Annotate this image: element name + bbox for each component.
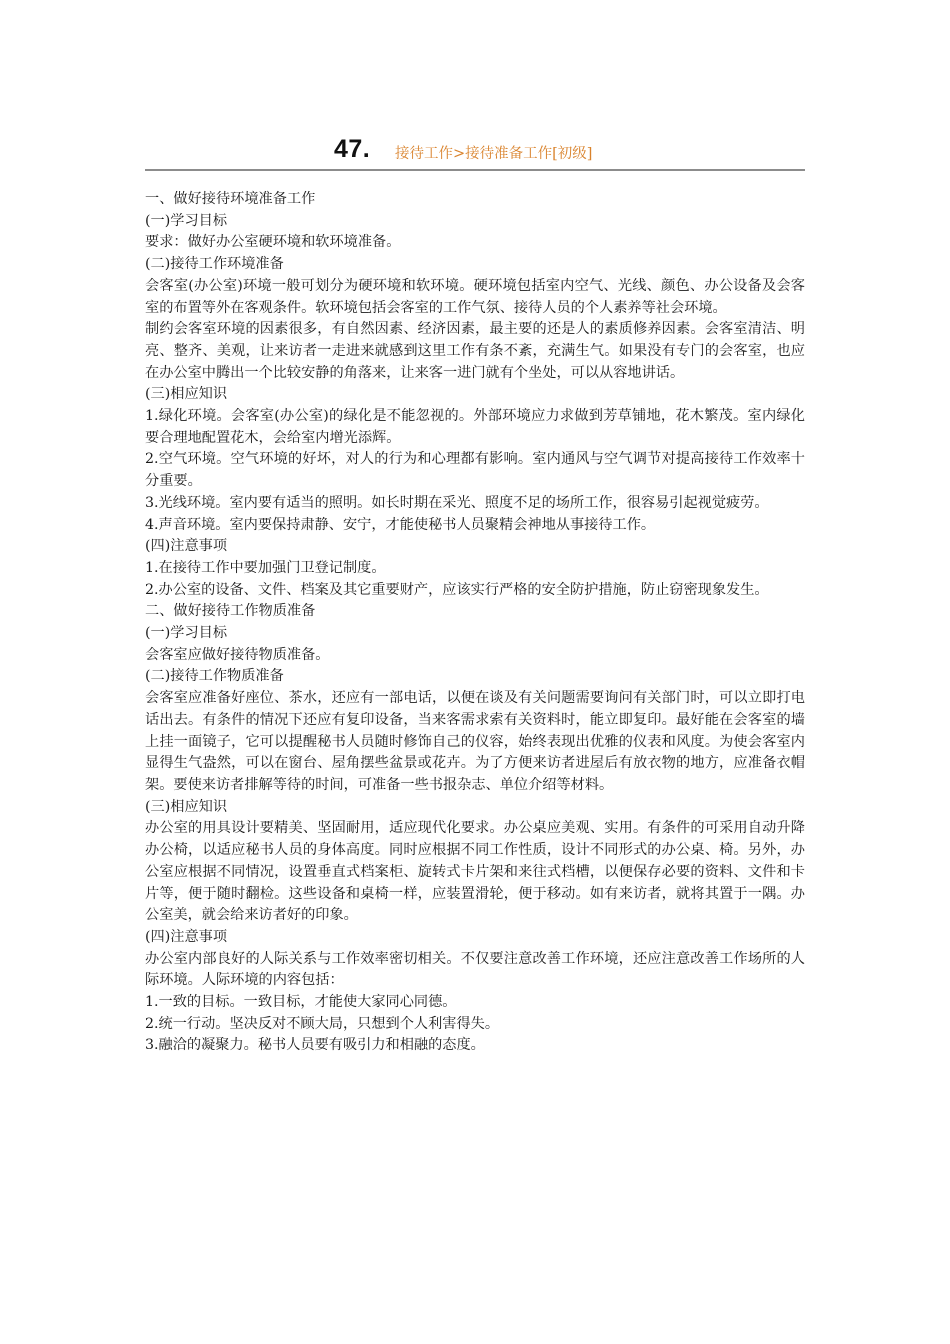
- paragraph: 办公室的用具设计要精美、坚固耐用，适应现代化要求。办公桌应美观、实用。有条件的可采用自动升降办公椅，以适应秘书人员的身体高度。同时应根据不同工作性质，设计不同形式的办公桌、椅。另外，办公室应根据不同情况，设置垂直式档案柜、旋转式卡片架和来往式档槽，以便保存必要的资料、文件和卡片等，便于随时翻检。这些设备和桌椅一样，应装置滑轮，便于移动。如有来访者，就将其置于一隅。办公室美，就会给来访者好的印象。: [145, 820, 805, 924]
- paragraph: 会客室(办公室)环境一般可划分为硬环境和软环境。硬环境包括室内空气、光线、颜色、办公设备及会客室的布置等外在客观条件。软环境包括会客室的工作气氛、接待人员的个人素养等社会环境。: [145, 277, 805, 316]
- subsection-heading: (二)接待工作物质准备: [145, 668, 284, 685]
- section-heading: 二、做好接待工作物质准备: [145, 603, 316, 620]
- list-item: 1.在接待工作中要加强门卫登记制度。: [145, 559, 386, 576]
- paragraph: 会客室应做好接待物质准备。: [145, 646, 330, 663]
- page-header: [145, 133, 805, 171]
- list-item: 1.一致的目标。一致目标，才能使大家同心同德。: [145, 994, 457, 1011]
- document-body: [145, 189, 805, 1057]
- category-title: 接待工作>接待准备工作[初级]: [395, 146, 593, 162]
- list-item: 2.办公室的设备、文件、档案及其它重要财产，应该实行严格的安全防护措施，防止窃密现象发生。: [145, 581, 769, 598]
- list-item: 2.空气环境。空气环境的好坏，对人的行为和心理都有影响。室内通风与空气调节对提高接待工作效率十分重要。: [145, 451, 805, 490]
- list-item: 3.融洽的凝聚力。秘书人员要有吸引力和相融的态度。: [145, 1037, 485, 1054]
- list-item: 2.统一行动。坚决反对不顾大局，只想到个人利害得失。: [145, 1015, 500, 1032]
- list-item: 1.绿化环境。会客室(办公室)的绿化是不能忽视的。外部环境应力求做到芳草铺地，花木繁茂。室内绿化要合理地配置花木，会给室内增光添辉。: [145, 408, 805, 446]
- paragraph: 要求：做好办公室硬环境和软环境准备。: [145, 234, 401, 251]
- subsection-heading: (一)学习目标: [145, 212, 228, 229]
- list-item: 3.光线环境。室内要有适当的照明。如长时期在采光、照度不足的场所工作，很容易引起视觉疲劳。: [145, 494, 769, 511]
- subsection-heading: (一)学习目标: [145, 625, 228, 642]
- list-item: 4.声音环境。室内要保持肃静、安宁，才能使秘书人员聚精会神地从事接待工作。: [145, 516, 656, 533]
- paragraph: 会客室应准备好座位、茶水，还应有一部电话，以便在谈及有关问题需要询问有关部门时，可以立即打电话出去。有条件的情况下还应有复印设备，当来客需求索有关资料时，能立即复印。最好能在会客室的墙上挂一面镜子，它可以提醒秘书人员随时修饰自己的仪容，始终表现出优雅的仪表和风度。为使会客室内显得生气盎然，可以在窗台、屋角摆些盆景或花卉。为了方便来访者进屋后有放衣物的地方，应准备衣帽架。要使来访者排解等待的时间，可准备一些书报杂志、单位介绍等材料。: [145, 690, 805, 793]
- subsection-heading: (三)相应知识: [145, 386, 228, 403]
- subsection-heading: (四)注意事项: [145, 538, 228, 555]
- paragraph: 制约会客室环境的因素很多，有自然因素、经济因素，最主要的还是人的素质修养因素。会客室清洁、明亮、整齐、美观，让来访者一走进来就感到这里工作有条不紊，充满生气。如果没有专门的会客室，也应在办公室中腾出一个比较安静的角落来，让来客一进门就有个坐处，可以从容地讲话。: [145, 321, 805, 381]
- subsection-heading: (四)注意事项: [145, 928, 228, 945]
- question-number: 47.: [334, 135, 371, 163]
- paragraph: 办公室内部良好的人际关系与工作效率密切相关。不仅要注意改善工作环境，还应注意改善工作场所的人际环境。人际环境的内容包括：: [145, 950, 805, 989]
- subsection-heading: (三)相应知识: [145, 798, 228, 815]
- section-heading: 一、做好接待环境准备工作: [145, 191, 316, 207]
- subsection-heading: (二)接待工作环境准备: [145, 256, 284, 273]
